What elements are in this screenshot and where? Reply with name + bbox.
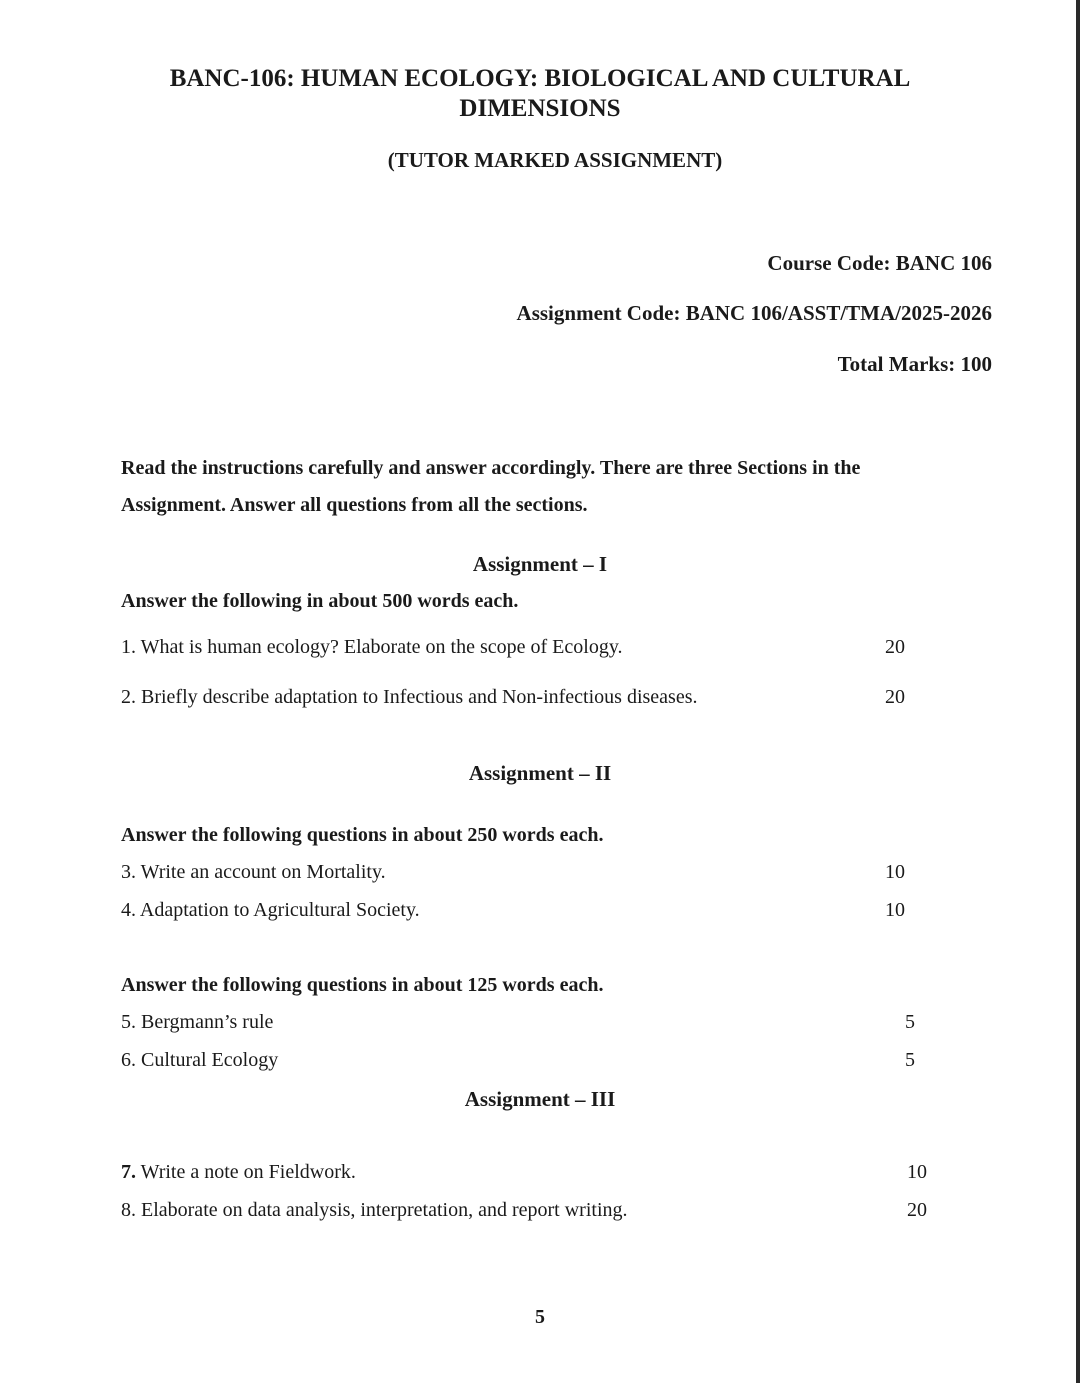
question-4: 4. Adaptation to Agricultural Society. <box>121 899 420 921</box>
title-line-1: BANC-106: HUMAN ECOLOGY: BIOLOGICAL AND CULTURAL <box>169 65 911 92</box>
assignment-code: Assignment Code: BANC 106/ASST/TMA/2025-2026 <box>516 301 992 325</box>
page-number: 5 <box>535 1306 545 1328</box>
section-2-heading: Assignment – II <box>468 761 612 785</box>
question-7-number: 7. <box>121 1161 136 1183</box>
question-2: 2. Briefly describe adaptation to Infectious and Non-infectious diseases. <box>121 686 698 708</box>
title-line-2: DIMENSIONS <box>459 95 621 122</box>
question-3: 3. Write an account on Mortality. <box>121 861 386 883</box>
question-2-marks: 20 <box>885 686 905 708</box>
document-title <box>0 64 1080 124</box>
section-2-instruction-a: Answer the following questions in about 250 words each. <box>121 824 604 846</box>
section-1-heading: Assignment – I <box>472 552 608 576</box>
instructions-line-1: Read the instructions carefully and answer accordingly. There are three Sections in the <box>121 457 861 479</box>
course-code: Course Code: BANC 106 <box>767 251 992 275</box>
question-6: 6. Cultural Ecology <box>121 1049 279 1071</box>
question-7-marks: 10 <box>907 1161 927 1183</box>
question-7 <box>121 1161 356 1184</box>
page-edge <box>1076 0 1080 1383</box>
question-7-text: Write a note on Fieldwork. <box>136 1161 356 1183</box>
question-4-marks: 10 <box>885 899 905 921</box>
question-5-marks: 5 <box>905 1011 915 1033</box>
document-subtitle: (TUTOR MARKED ASSIGNMENT) <box>387 148 723 172</box>
question-8-marks: 20 <box>907 1199 927 1221</box>
instructions-paragraph <box>121 450 981 524</box>
section-3-heading: Assignment – III <box>464 1087 616 1111</box>
section-2-instruction-b: Answer the following questions in about 125 words each. <box>121 974 604 996</box>
instructions-line-2: Assignment. Answer all questions from all the sections. <box>121 494 588 516</box>
question-6-marks: 5 <box>905 1049 915 1071</box>
question-3-marks: 10 <box>885 861 905 883</box>
question-1: 1. What is human ecology? Elaborate on the scope of Ecology. <box>121 636 623 658</box>
question-8: 8. Elaborate on data analysis, interpretation, and report writing. <box>121 1199 628 1221</box>
total-marks: Total Marks: 100 <box>837 352 992 376</box>
section-1-instruction: Answer the following in about 500 words each. <box>121 590 519 612</box>
question-5: 5. Bergmann’s rule <box>121 1011 274 1033</box>
question-1-marks: 20 <box>885 636 905 658</box>
